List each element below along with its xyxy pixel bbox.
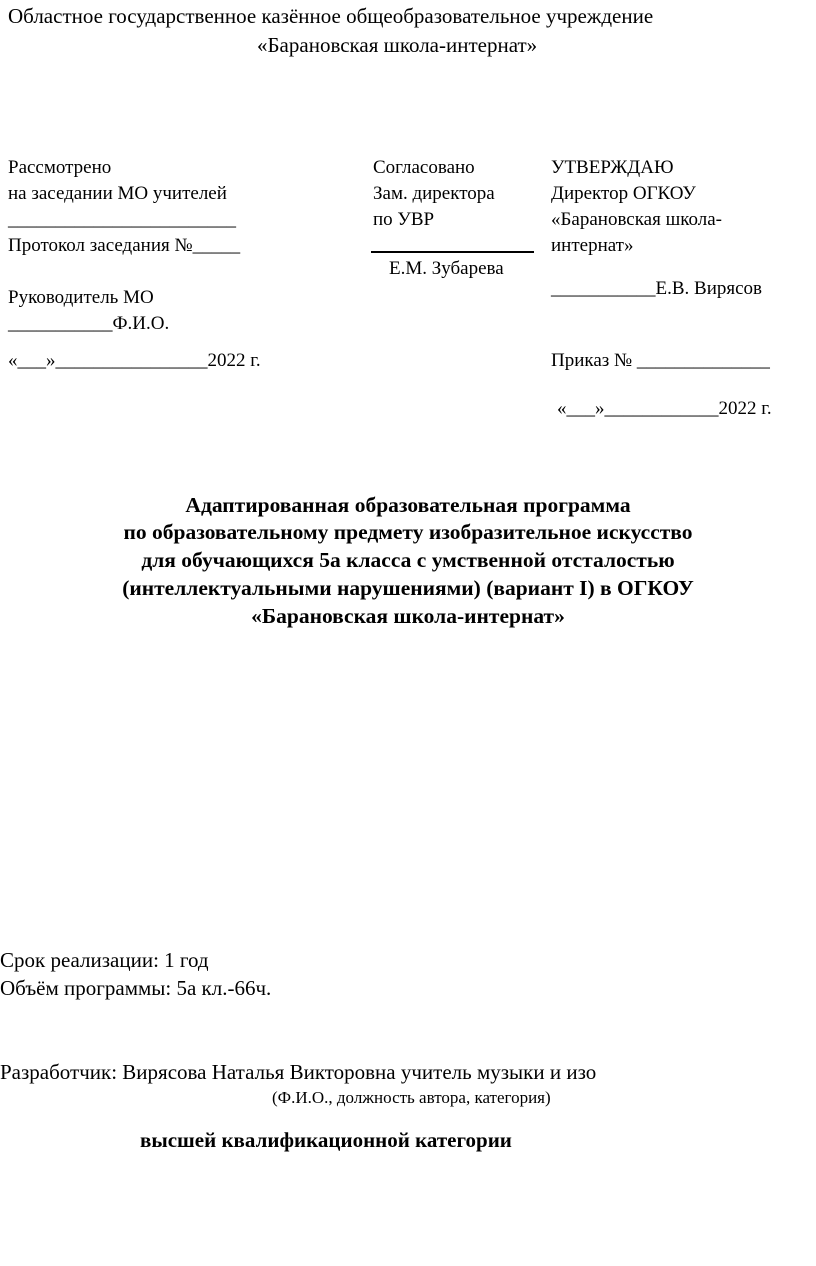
agreed-department: по УВР (373, 209, 435, 230)
approved-org-line1: «Барановская школа- (551, 209, 722, 230)
org-name-line2: «Барановская школа-интернат» (257, 33, 538, 57)
program-title-line2: по образовательному предмету изобразительное искусство (123, 520, 693, 544)
considered-fio: ___________Ф.И.О. (8, 313, 170, 334)
considered-block (8, 155, 240, 337)
program-title-line3: для обучающихся 5а класса с умственной отсталостью (141, 548, 675, 572)
developer-line: Разработчик: Вирясова Наталья Викторовна учитель музыки и изо (0, 1060, 597, 1084)
considered-meeting: на заседании МО учителей (8, 183, 227, 204)
considered-spacer (8, 259, 240, 285)
approved-date: «___»____________2022 г. (557, 398, 772, 419)
agreed-position: Зам. директора (373, 183, 495, 204)
agreed-block (373, 155, 495, 233)
developer-category: высшей квалификационной категории (140, 1128, 512, 1152)
implementation-term: Срок реализации: 1 год (0, 948, 209, 972)
agreed-signature-line (371, 251, 534, 253)
developer-caption: (Ф.И.О., должность автора, категория) (272, 1088, 551, 1107)
program-title-line5: «Барановская школа-интернат» (251, 604, 565, 628)
agreed-label: Согласовано (373, 157, 475, 178)
org-name-line1: Областное государственное казённое общеобразовательное учреждение (8, 4, 654, 28)
approved-org-line2: интернат» (551, 235, 634, 256)
approved-block (551, 155, 722, 259)
considered-blank-line: ________________________ (8, 209, 236, 230)
program-volume: Объём программы: 5а кл.-66ч. (0, 976, 272, 1000)
approved-label: УТВЕРЖДАЮ (551, 157, 674, 178)
approved-order: Приказ № ______________ (551, 350, 770, 371)
considered-label: Рассмотрено (8, 157, 112, 178)
approved-position: Директор ОГКОУ (551, 183, 696, 204)
considered-date: «___»________________2022 г. (8, 350, 261, 371)
program-title-line4: (интеллектуальными нарушениями) (вариант I) в ОГКОУ (122, 576, 694, 600)
considered-protocol: Протокол заседания №_____ (8, 235, 241, 256)
considered-head-mo: Руководитель МО (8, 287, 154, 308)
program-title-line1: Адаптированная образовательная программа (185, 493, 631, 517)
agreed-name: Е.М. Зубарева (389, 258, 504, 279)
approved-signature: ___________Е.В. Вирясов (551, 278, 763, 299)
